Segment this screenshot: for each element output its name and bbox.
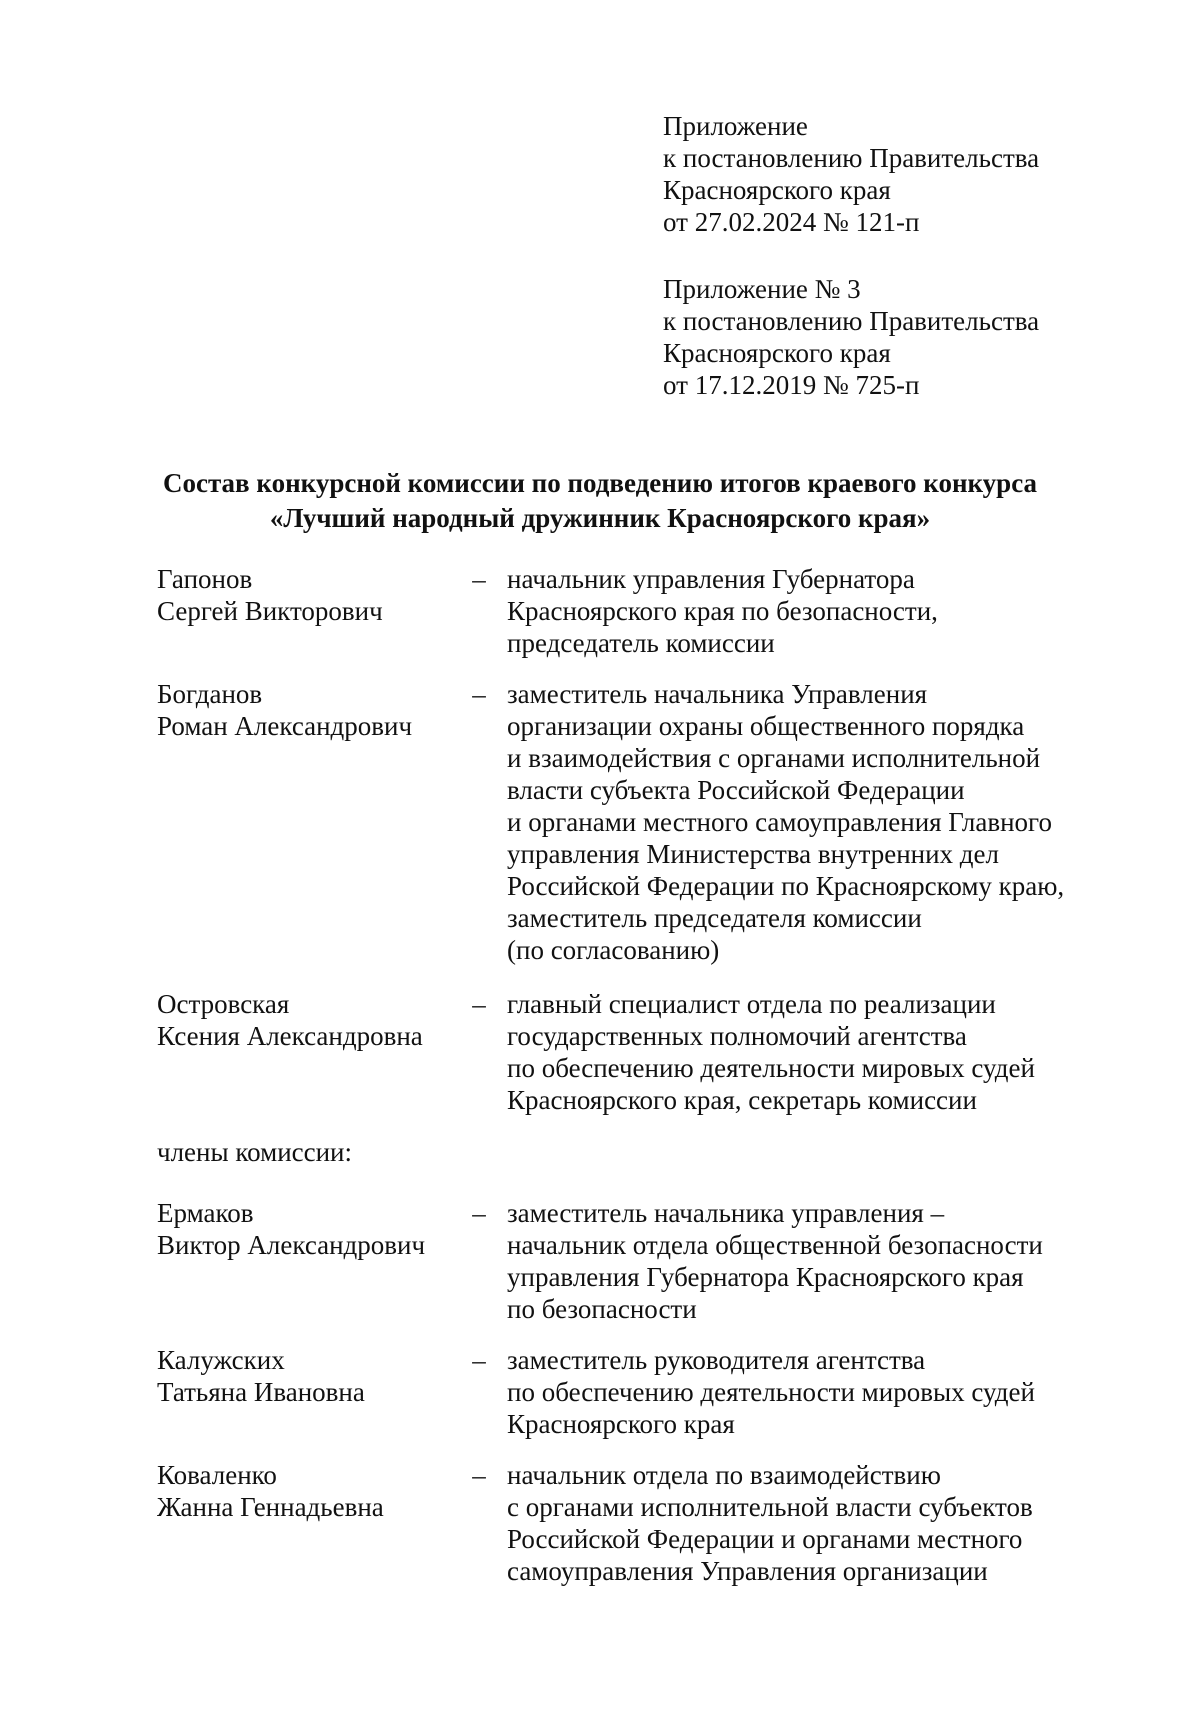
appendix-header-current bbox=[663, 110, 1143, 238]
appendix-line: Красноярского края bbox=[663, 338, 891, 368]
role-line: Российской Федерации по Красноярскому краю, bbox=[507, 871, 1065, 901]
member-given-names: Виктор Александрович bbox=[157, 1230, 426, 1260]
member-surname: Коваленко bbox=[157, 1460, 277, 1490]
role-line: главный специалист отдела по реализации bbox=[507, 989, 996, 1019]
role-line: по обеспечению деятельности мировых судей bbox=[507, 1377, 1035, 1407]
appendix-line: Красноярского края bbox=[663, 175, 891, 205]
members-section-label: члены комиссии: bbox=[157, 1137, 353, 1167]
role-line: начальник отдела общественной безопасности bbox=[507, 1230, 1043, 1260]
dash-separator: – bbox=[472, 1198, 486, 1228]
role-line: Красноярского края bbox=[507, 1409, 735, 1439]
member-given-names: Сергей Викторович bbox=[157, 596, 383, 626]
dash-separator: – bbox=[472, 1345, 486, 1375]
role-line: (по согласованию) bbox=[507, 935, 720, 965]
appendix-header-original bbox=[663, 273, 1143, 401]
role-line: по обеспечению деятельности мировых судей bbox=[507, 1053, 1035, 1083]
member-name bbox=[157, 1197, 457, 1261]
member-name bbox=[157, 988, 457, 1052]
title-line: Состав конкурсной комиссии по подведению итогов краевого конкурса bbox=[162, 468, 1038, 498]
role-line: заместитель начальника Управления bbox=[507, 679, 928, 709]
appendix-line: к постановлению Правительства bbox=[663, 143, 1040, 173]
document-title bbox=[80, 466, 1120, 536]
role-line: заместитель руководителя агентства bbox=[507, 1345, 926, 1375]
appendix-line: от 17.12.2019 № 725-п bbox=[663, 370, 920, 400]
member-surname: Островская bbox=[157, 989, 290, 1019]
member-role bbox=[507, 1344, 1200, 1440]
role-line: заместитель председателя комиссии bbox=[507, 903, 922, 933]
member-name bbox=[157, 678, 457, 742]
member-surname: Калужских bbox=[157, 1345, 285, 1375]
role-line: управления Губернатора Красноярского края bbox=[507, 1262, 1024, 1292]
member-role bbox=[507, 678, 1200, 966]
role-line: с органами исполнительной власти субъектов bbox=[507, 1492, 1033, 1522]
role-line: Красноярского края, секретарь комиссии bbox=[507, 1085, 977, 1115]
role-line: организации охраны общественного порядка bbox=[507, 711, 1025, 741]
member-surname: Ермаков bbox=[157, 1198, 254, 1228]
member-surname: Богданов bbox=[157, 679, 263, 709]
title-line: «Лучший народный дружинник Красноярского края» bbox=[269, 503, 931, 533]
member-given-names: Жанна Геннадьевна bbox=[157, 1492, 384, 1522]
dash-separator: – bbox=[472, 989, 486, 1019]
member-role bbox=[507, 1459, 1200, 1587]
member-given-names: Татьяна Ивановна bbox=[157, 1377, 365, 1407]
role-line: начальник управления Губернатора bbox=[507, 564, 915, 594]
role-line: самоуправления Управления организации bbox=[507, 1556, 988, 1586]
member-given-names: Ксения Александровна bbox=[157, 1021, 423, 1051]
appendix-line: к постановлению Правительства bbox=[663, 306, 1040, 336]
member-role bbox=[507, 988, 1200, 1116]
role-line: и взаимодействия с органами исполнительной bbox=[507, 743, 1041, 773]
appendix-line: Приложение № 3 bbox=[663, 274, 861, 304]
role-line: и органами местного самоуправления Главного bbox=[507, 807, 1052, 837]
member-name bbox=[157, 1459, 457, 1523]
role-line: управления Министерства внутренних дел bbox=[507, 839, 999, 869]
role-line: государственных полномочий агентства bbox=[507, 1021, 967, 1051]
role-line: по безопасности bbox=[507, 1294, 697, 1324]
member-role bbox=[507, 1197, 1200, 1325]
appendix-line: от 27.02.2024 № 121-п bbox=[663, 207, 920, 237]
role-line: начальник отдела по взаимодействию bbox=[507, 1460, 941, 1490]
member-name bbox=[157, 563, 457, 627]
role-line: Российской Федерации и органами местного bbox=[507, 1524, 1023, 1554]
member-surname: Гапонов bbox=[157, 564, 253, 594]
member-role bbox=[507, 563, 1200, 659]
role-line: председатель комиссии bbox=[507, 628, 775, 658]
member-name bbox=[157, 1344, 457, 1408]
role-line: власти субъекта Российской Федерации bbox=[507, 775, 965, 805]
role-line: Красноярского края по безопасности, bbox=[507, 596, 938, 626]
role-line: заместитель начальника управления – bbox=[507, 1198, 945, 1228]
appendix-line: Приложение bbox=[663, 111, 808, 141]
dash-separator: – bbox=[472, 564, 486, 594]
member-given-names: Роман Александрович bbox=[157, 711, 413, 741]
dash-separator: – bbox=[472, 1460, 486, 1490]
dash-separator: – bbox=[472, 679, 486, 709]
